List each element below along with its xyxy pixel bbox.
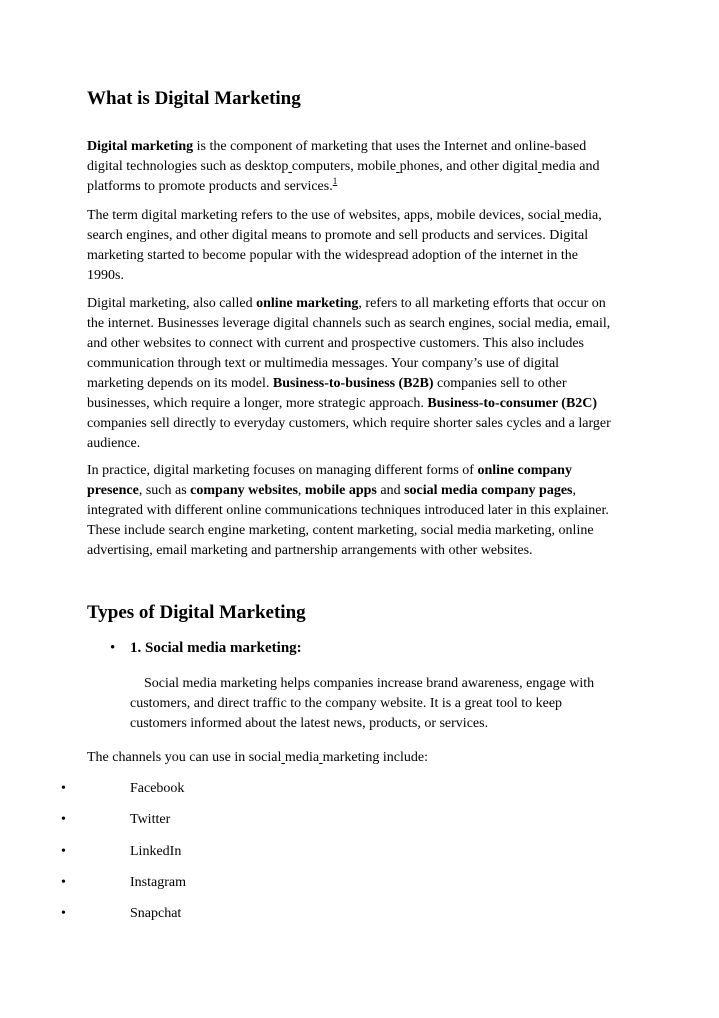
paragraph-definition xyxy=(87,137,647,197)
text: audience. xyxy=(87,436,141,451)
bold-term: social media company pages xyxy=(404,483,573,498)
bold-term: mobile apps xyxy=(304,483,377,498)
text: is the component of marketing that uses the Internet and online-based xyxy=(193,139,587,154)
text: advertising, email marketing and partnership arrangements with other websites. xyxy=(87,543,533,558)
text: customers informed about the latest news, products, or services. xyxy=(130,716,489,731)
text: marketing started to become popular with the widespread adoption of the internet in the xyxy=(87,248,579,263)
text: , xyxy=(572,483,576,498)
bullet-icon: • xyxy=(61,906,66,921)
paragraph-term-definition xyxy=(87,206,647,286)
text: and xyxy=(376,483,405,498)
text: , xyxy=(297,483,305,498)
bullet-icon: • xyxy=(61,875,66,890)
text: and other websites to connect with current and prospective customers. This also includes xyxy=(87,336,584,351)
bold-term: online company xyxy=(477,463,572,478)
paragraph-channels-intro xyxy=(87,748,647,768)
heading-text: What is Digital Marketing xyxy=(87,88,301,109)
bullet-icon: • xyxy=(110,640,116,656)
bullet-icon: • xyxy=(61,781,66,796)
text: the internet. Businesses leverage digital channels such as search engines, social media, email, xyxy=(87,316,611,331)
text: platforms to promote products and services. xyxy=(87,179,333,194)
text: digital technologies such as desktop xyxy=(87,159,289,174)
text: companies sell directly to everyday customers, which require shorter sales cycles and a larger xyxy=(87,416,611,431)
text: search engines, and other digital means to promote and sell products and services. Digital xyxy=(87,228,589,243)
text: phones, and other digital xyxy=(399,159,539,174)
footnote-link[interactable]: 1 xyxy=(332,176,338,186)
heading-text: Types of Digital Marketing xyxy=(87,602,306,623)
text: The term digital marketing refers to the use of websites, apps, mobile devices, social xyxy=(87,208,561,223)
text: customers, and direct traffic to the company website. It is a great tool to keep xyxy=(130,696,563,711)
text: The channels you can use in social xyxy=(87,750,282,765)
paragraph-social-media-marketing xyxy=(130,674,650,734)
bullet-icon: • xyxy=(61,844,66,859)
text: companies sell to other xyxy=(433,376,567,391)
text: businesses, which require a longer, more strategic approach. xyxy=(87,396,428,411)
bold-term: Business-to-consumer (B2C) xyxy=(427,396,598,411)
text: 1990s. xyxy=(87,268,124,283)
paragraph-online-marketing xyxy=(87,294,647,454)
text: media and xyxy=(541,159,600,174)
text: media xyxy=(284,750,320,765)
list-heading-social-media: 1. Social media marketing: xyxy=(130,640,302,656)
text: These include search engine marketing, content marketing, social media marketing, online xyxy=(87,523,594,538)
text: In practice, digital marketing focuses on managing different forms of xyxy=(87,463,478,478)
bold-term: online marketing xyxy=(256,296,359,311)
text: Social media marketing helps companies increase brand awareness, engage with xyxy=(144,676,595,691)
section-heading-types xyxy=(87,602,306,624)
bold-term: Digital marketing xyxy=(87,139,194,154)
bold-term: company websites xyxy=(190,483,298,498)
list-item: Instagram xyxy=(130,875,186,890)
list-item: Twitter xyxy=(130,812,171,827)
list-item: Snapchat xyxy=(130,906,182,921)
bold-term: Business-to-business (B2B) xyxy=(272,376,434,391)
text: Digital marketing, also called xyxy=(87,296,257,311)
bullet-icon: • xyxy=(61,812,66,827)
text: , such as xyxy=(138,483,191,498)
paragraph-in-practice xyxy=(87,461,647,561)
text: communication through text or multimedia messages. Your company’s use of digital xyxy=(87,356,560,371)
section-heading-what-is-digital-marketing xyxy=(87,88,301,110)
text: computers, mobile xyxy=(291,159,397,174)
text: media, xyxy=(564,208,602,223)
bold-term: presence xyxy=(87,483,139,498)
text: , refers to all marketing efforts that occur on xyxy=(358,296,606,311)
list-item: LinkedIn xyxy=(130,844,182,859)
list-item: Facebook xyxy=(130,781,185,796)
text: marketing depends on its model. xyxy=(87,376,273,391)
text: integrated with different online communications techniques introduced later in this explainer. xyxy=(87,503,609,518)
text: marketing include: xyxy=(322,750,428,765)
